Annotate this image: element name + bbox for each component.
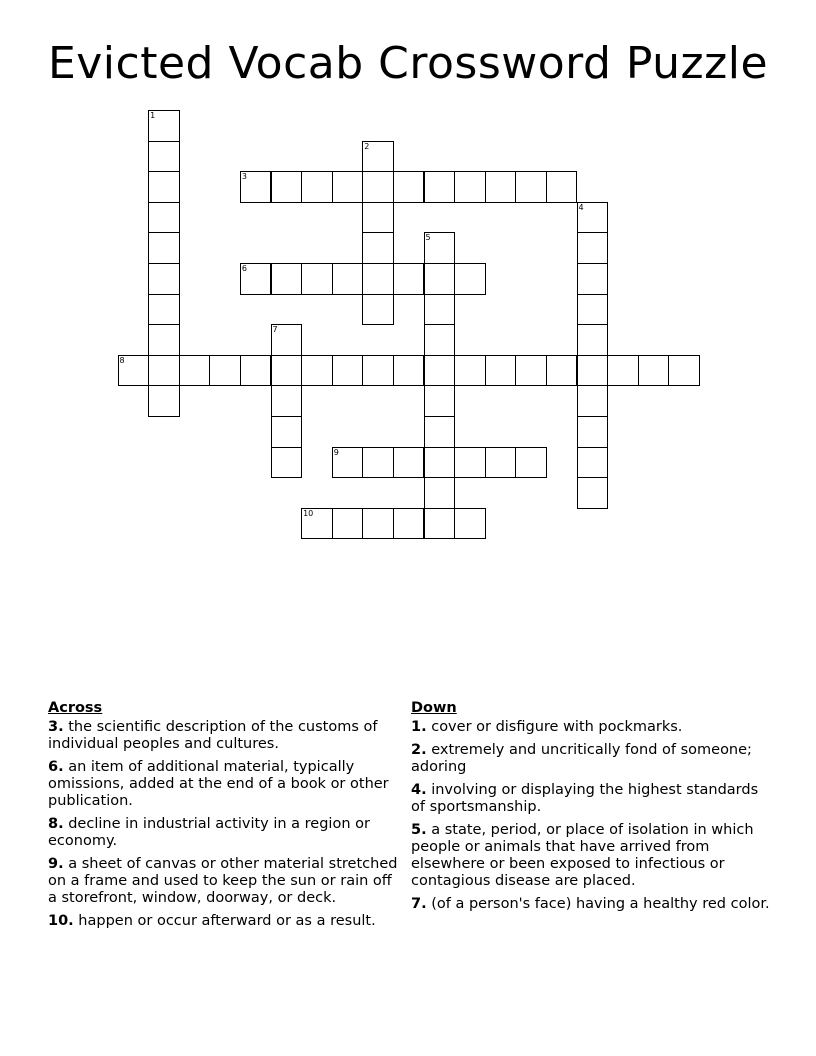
clue-down-4 (411, 782, 771, 816)
grid-cell[interactable] (362, 447, 394, 479)
clue-text: extremely and uncritically fond of someone; adoring (411, 742, 752, 775)
clue-text: happen or occur afterward or as a result. (78, 913, 376, 929)
grid-cell[interactable] (485, 447, 517, 479)
clue-number: 3. (48, 719, 64, 735)
clue-number: 9. (48, 856, 64, 872)
grid-cell[interactable] (424, 171, 456, 203)
grid-cell[interactable] (301, 508, 333, 540)
grid-cell[interactable] (577, 202, 609, 234)
grid-cell[interactable] (271, 263, 303, 295)
clue-number-label: 9 (333, 447, 339, 457)
grid-cell[interactable] (362, 171, 394, 203)
grid-cell[interactable] (301, 171, 333, 203)
grid-cell[interactable] (332, 447, 364, 479)
grid-cell[interactable] (515, 171, 547, 203)
clue-number: 8. (48, 816, 64, 832)
grid-cell[interactable] (454, 447, 486, 479)
grid-cell[interactable] (577, 385, 609, 417)
clue-number-label: 2 (364, 141, 370, 151)
grid-cell[interactable] (393, 355, 425, 387)
grid-cell[interactable] (271, 324, 303, 356)
clue-across-9 (48, 856, 398, 907)
grid-cell[interactable] (454, 355, 486, 387)
down-clues (411, 700, 771, 919)
grid-cell[interactable] (424, 232, 456, 264)
across-clues (48, 700, 398, 936)
grid-cell[interactable] (668, 355, 700, 387)
grid-cell[interactable] (424, 324, 456, 356)
grid-cell[interactable] (393, 171, 425, 203)
clue-number-label: 4 (578, 202, 584, 212)
grid-cell[interactable] (577, 232, 609, 264)
grid-cell[interactable] (362, 141, 394, 173)
clue-across-8 (48, 816, 398, 850)
grid-cell[interactable] (485, 171, 517, 203)
grid-cell[interactable] (393, 447, 425, 479)
grid-cell[interactable] (362, 508, 394, 540)
clue-text: involving or displaying the highest standards of sportsmanship. (411, 782, 759, 815)
across-heading: Across (48, 700, 103, 716)
grid-cell[interactable] (424, 294, 456, 326)
grid-cell[interactable] (424, 508, 456, 540)
grid-cell[interactable] (362, 294, 394, 326)
clue-across-3 (48, 719, 398, 753)
grid-cell[interactable] (454, 263, 486, 295)
grid-cell[interactable] (577, 263, 609, 295)
grid-cell[interactable] (271, 416, 303, 448)
clue-text: cover or disfigure with pockmarks. (431, 719, 683, 735)
grid-cell[interactable] (179, 355, 211, 387)
grid-cell[interactable] (454, 508, 486, 540)
clue-down-2 (411, 742, 771, 776)
grid-cell[interactable] (393, 508, 425, 540)
grid-cell[interactable] (332, 263, 364, 295)
grid-cell[interactable] (148, 141, 180, 173)
grid-cell[interactable] (332, 508, 364, 540)
grid-cell[interactable] (424, 263, 456, 295)
grid-cell[interactable] (638, 355, 670, 387)
clue-text: (of a person's face) having a healthy red color. (431, 896, 770, 912)
grid-cell[interactable] (577, 324, 609, 356)
grid-cell[interactable] (424, 355, 456, 387)
grid-cell[interactable] (271, 447, 303, 479)
grid-cell[interactable] (332, 355, 364, 387)
grid-cell[interactable] (148, 324, 180, 356)
clue-number-label: 1 (150, 111, 156, 120)
grid-cell[interactable] (546, 171, 578, 203)
grid-cell[interactable] (362, 263, 394, 295)
grid-cell[interactable] (607, 355, 639, 387)
clue-down-5 (411, 822, 771, 890)
clue-text: a sheet of canvas or other material stretched on a frame and used to keep the sun or rain off a storefront, window, doorway, or deck. (48, 856, 398, 906)
clue-text: decline in industrial activity in a region or economy. (48, 816, 370, 849)
grid-cell[interactable] (546, 355, 578, 387)
grid-cell[interactable] (577, 477, 609, 509)
grid-cell[interactable] (424, 385, 456, 417)
grid-cell[interactable] (301, 355, 333, 387)
grid-cell[interactable] (577, 447, 609, 479)
grid-cell[interactable] (424, 416, 456, 448)
grid-cell[interactable] (148, 110, 180, 142)
clue-number-label: 10 (303, 508, 314, 518)
clue-number-label: 7 (272, 325, 278, 335)
grid-cell[interactable] (148, 355, 180, 387)
page-title: Evicted Vocab Crossword Puzzle (47, 38, 769, 89)
grid-cell[interactable] (148, 171, 180, 203)
clue-number-label: 6 (241, 264, 247, 273)
grid-cell[interactable] (485, 355, 517, 387)
grid-cell[interactable] (424, 477, 456, 509)
grid-cell[interactable] (240, 171, 272, 203)
grid-cell[interactable] (577, 355, 609, 387)
grid-cell[interactable] (393, 263, 425, 295)
grid-cell[interactable] (454, 171, 486, 203)
grid-cell[interactable] (362, 232, 394, 264)
clue-text: an item of additional material, typically omissions, added at the end of a book or other publication. (48, 759, 389, 809)
grid-cell[interactable] (332, 171, 364, 203)
clue-down-1 (411, 719, 771, 736)
grid-cell[interactable] (118, 355, 150, 387)
clue-number-label: 3 (241, 172, 247, 182)
grid-cell[interactable] (424, 447, 456, 479)
clue-number: 1. (411, 719, 427, 735)
grid-cell[interactable] (577, 416, 609, 448)
grid-cell[interactable] (577, 294, 609, 326)
grid-cell[interactable] (148, 202, 180, 234)
clue-number: 4. (411, 782, 427, 798)
down-heading: Down (411, 700, 457, 716)
clue-number-label: 5 (425, 233, 431, 243)
clue-down-7 (411, 896, 771, 913)
clue-number: 7. (411, 896, 427, 912)
clue-number-label: 8 (119, 355, 125, 365)
clue-across-6 (48, 759, 398, 810)
grid-cell[interactable] (362, 355, 394, 387)
grid-cell[interactable] (240, 355, 272, 387)
grid-cell[interactable] (148, 263, 180, 295)
clue-number: 5. (411, 822, 427, 838)
clue-across-10 (48, 913, 398, 930)
clue-text: the scientific description of the customs of individual peoples and cultures. (48, 719, 378, 752)
clue-number: 2. (411, 742, 427, 758)
grid-cell[interactable] (515, 355, 547, 387)
grid-cell[interactable] (271, 171, 303, 203)
grid-cell[interactable] (148, 294, 180, 326)
grid-cell[interactable] (301, 263, 333, 295)
grid-cell[interactable] (271, 355, 303, 387)
grid-cell[interactable] (362, 202, 394, 234)
grid-cell[interactable] (148, 232, 180, 264)
clue-number: 10. (48, 913, 74, 929)
grid-cell[interactable] (271, 385, 303, 417)
grid-cell[interactable] (148, 385, 180, 417)
grid-cell[interactable] (515, 447, 547, 479)
clue-number: 6. (48, 759, 64, 775)
grid-cell[interactable] (240, 263, 272, 295)
clue-text: a state, period, or place of isolation in which people or animals that have arrived from elsewhere or been exposed to infectious or contagious disease are placed. (411, 822, 754, 889)
grid-cell[interactable] (209, 355, 241, 387)
